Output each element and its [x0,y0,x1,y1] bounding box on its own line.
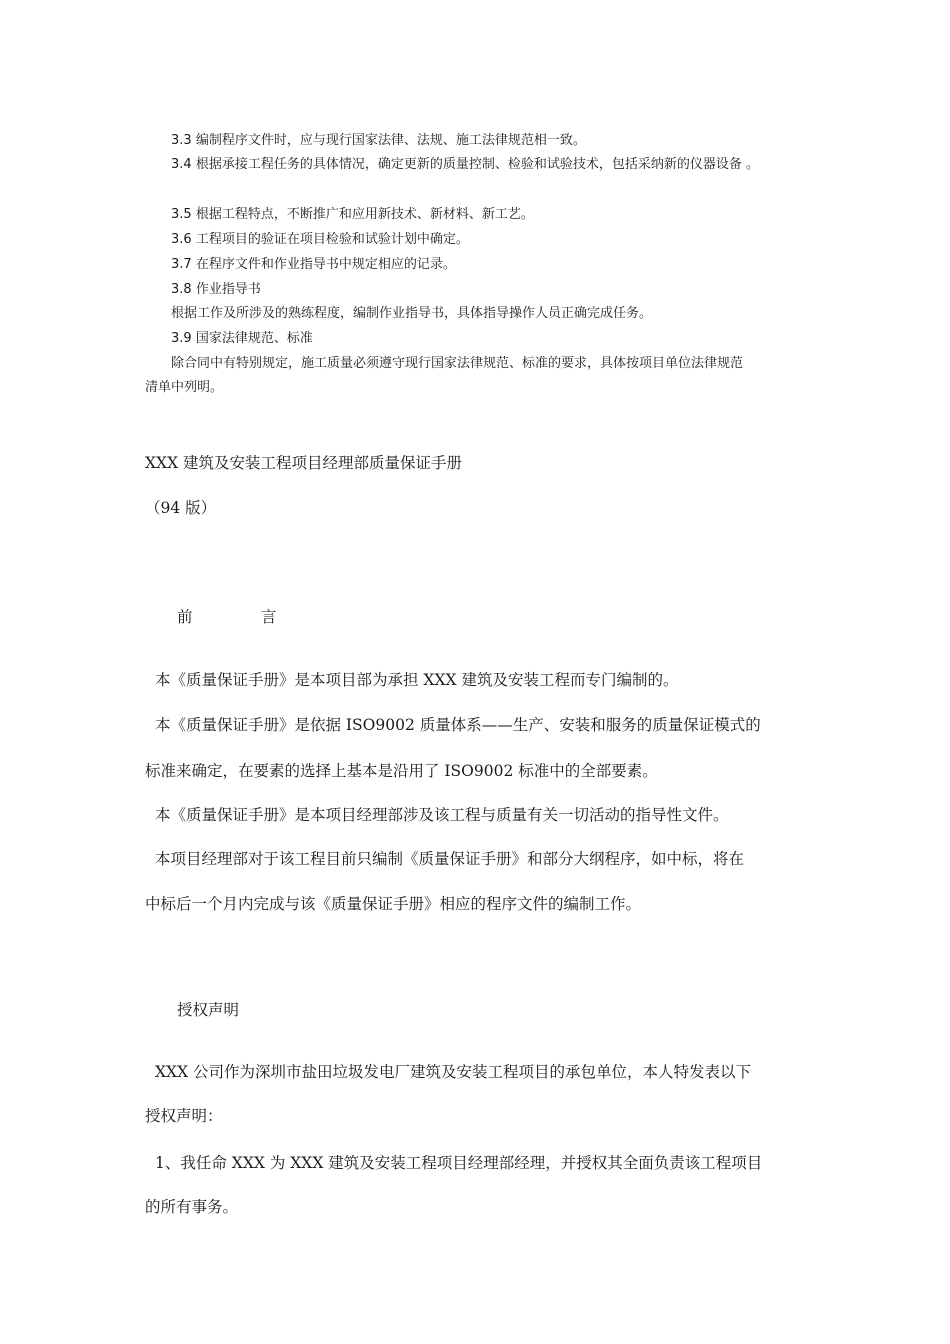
clause-3-5 [171,203,534,222]
clause-3-7 [171,253,456,272]
preface-heading-right: 言 [261,608,277,626]
clause-number: 3.5 [171,207,192,222]
preface-paragraph-4-line1: 本项目经理部对于该工程目前只编制《质量保证手册》和部分大纲程序，如中标，将在 [155,850,745,868]
clause-number: 3.6 [171,232,192,247]
clause-number: 3.8 [171,282,192,297]
clause-text: 国家法律规范、标准 [195,331,313,346]
clause-number: 3.9 [171,331,192,346]
clause-3-8 [171,278,261,297]
authorization-paragraph-2-line1: 1、我任命 XXX 为 XXX 建筑及安装工程项目经理部经理，并授权其全面负责该工程项目 [155,1154,763,1172]
authorization-heading: 授权声明 [177,1001,240,1019]
preface-paragraph-3: 本《质量保证手册》是本项目经理部涉及该工程与质量有关一切活动的指导性文件。 [155,806,729,824]
clause-text: 根据承接工程任务的具体情况，确定更新的质量控制、检验和试验技术，包括采纳新的仪器设备 。 [195,157,759,172]
clause-3-6 [171,228,469,247]
clause-number: 3.7 [171,257,192,272]
authorization-paragraph-1-line2: 授权声明： [145,1107,223,1125]
clause-text: 根据工程特点，不断推广和应用新技术、新材料、新工艺。 [195,207,534,222]
clause-text: 作业指导书 [195,282,261,297]
clause-3-3 [171,129,586,148]
clause-3-8-body: 根据工作及所涉及的熟练程度，编制作业指导书，具体指导操作人员正确完成任务。 [171,306,653,321]
authorization-paragraph-2-line2: 的所有事务。 [145,1198,239,1216]
manual-edition: （94 版） [145,499,217,517]
authorization-paragraph-1-line1: XXX 公司作为深圳市盐田垃圾发电厂建筑及安装工程项目的承包单位，本人特发表以下 [155,1063,752,1081]
preface-paragraph-4-line2: 中标后一个月内完成与该《质量保证手册》相应的程序文件的编制工作。 [145,895,642,913]
clause-3-4 [171,153,759,172]
clause-3-9-body-line2: 清单中列明。 [145,380,224,395]
clause-3-9 [171,327,313,346]
clause-text: 编制程序文件时，应与现行国家法律、法规、施工法律规范相一致。 [195,133,586,148]
clause-3-9-body-line1: 除合同中有特别规定，施工质量必须遵守现行国家法律规范、标准的要求，具体按项目单位法律规范 [171,356,744,371]
manual-title: XXX 建筑及安装工程项目经理部质量保证手册 [145,454,463,472]
preface-paragraph-1: 本《质量保证手册》是本项目部为承担 XXX 建筑及安装工程而专门编制的。 [155,671,679,689]
clause-text: 在程序文件和作业指导书中规定相应的记录。 [195,257,456,272]
clause-number: 3.4 [171,157,192,172]
preface-heading-left: 前 [177,608,193,626]
preface-paragraph-2-line2: 标准来确定，在要素的选择上基本是沿用了 ISO9002 标准中的全部要素。 [145,762,658,780]
preface-paragraph-2-line1: 本《质量保证手册》是依据 ISO9002 质量体系——生产、安装和服务的质量保证模式的 [155,716,761,734]
clause-text: 工程项目的验证在项目检验和试验计划中确定。 [195,232,469,247]
clause-number: 3.3 [171,133,192,148]
